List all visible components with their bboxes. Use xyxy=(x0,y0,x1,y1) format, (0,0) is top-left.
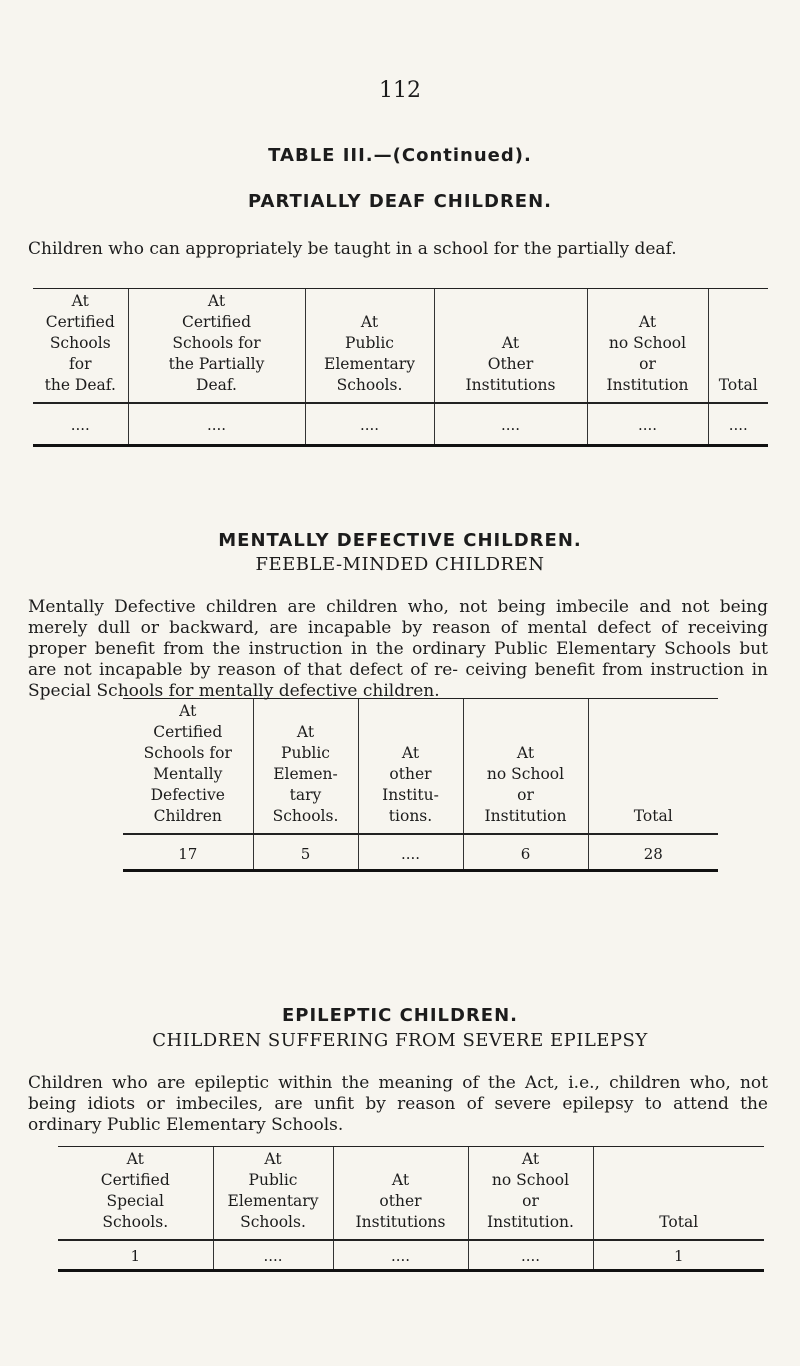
column-header-line: Deaf. xyxy=(196,376,237,394)
table-header-row xyxy=(33,289,768,404)
column-header-line: Public xyxy=(248,1171,298,1189)
column-header-line: no School xyxy=(608,334,687,352)
table-cell: .... xyxy=(33,403,128,446)
column-header-line: At xyxy=(501,334,520,352)
column-header-line: Schools. xyxy=(240,1213,306,1231)
column-header-line: Public xyxy=(345,334,394,352)
feeble-minded-subheading: FEEBLE-MINDED CHILDREN xyxy=(255,554,545,575)
column-header-line: Certified xyxy=(181,313,252,331)
column-header xyxy=(708,289,768,404)
column-header xyxy=(213,1147,333,1241)
column-header xyxy=(588,699,718,835)
column-header xyxy=(128,289,305,404)
column-header-line: Schools. xyxy=(102,1213,169,1231)
column-header-line: Certified xyxy=(153,723,223,741)
column-header-line: At xyxy=(264,1150,282,1168)
column-header-line: tary xyxy=(289,786,322,804)
mentally-defective-heading: MENTALLY DEFECTIVE CHILDREN. xyxy=(218,530,582,551)
table-cell: 1 xyxy=(58,1240,213,1271)
column-header xyxy=(333,1147,468,1241)
mentally-defective-description: Mentally Defective children are children who, not being imbecile and not being merely dull or backward, are incapable by reason of mental defect of receiving proper benefit from the instruction in the ordinary Public Elementary Schools but are not incapable by reason of that defect of re- ceiving benefit from instruction in Special Schools for mentally defective children. xyxy=(28,597,768,701)
epileptic-subheading: CHILDREN SUFFERING FROM SEVERE EPILEPSY xyxy=(152,1030,648,1051)
column-header-line: the Deaf. xyxy=(44,376,116,394)
column-header xyxy=(58,1147,213,1241)
column-header-line: Institu- xyxy=(382,786,439,804)
column-header-line: no School xyxy=(491,1171,570,1189)
table-cell: .... xyxy=(333,1240,468,1271)
column-header-line: Mentally xyxy=(153,765,223,783)
table-row xyxy=(123,834,718,871)
column-header-line: Institutions xyxy=(355,1213,446,1231)
column-header-line: Children xyxy=(153,807,222,825)
table-row xyxy=(58,1240,764,1271)
column-header xyxy=(33,289,128,404)
column-header-line: Special xyxy=(106,1192,165,1210)
column-header-line: Schools for xyxy=(172,334,261,352)
column-header-line: Elementary xyxy=(324,355,415,373)
table-cell: .... xyxy=(128,403,305,446)
table-header-row xyxy=(58,1147,764,1241)
table-cell: .... xyxy=(358,834,463,871)
column-header-line: Institution xyxy=(484,807,567,825)
column-header-line: At xyxy=(179,702,197,720)
column-header-line: tions. xyxy=(388,807,433,825)
epileptic-table xyxy=(58,1146,764,1272)
column-header-line: At xyxy=(360,313,379,331)
mentally-defective-table xyxy=(123,698,718,872)
column-header xyxy=(123,699,253,835)
column-header xyxy=(468,1147,593,1241)
table-cell: 1 xyxy=(593,1240,764,1271)
column-header-line: At xyxy=(207,292,226,310)
table-cell: .... xyxy=(468,1240,593,1271)
column-header-line: Total xyxy=(659,1213,699,1231)
column-header-line: At xyxy=(296,723,315,741)
table-title: TABLE III.—(Continued). xyxy=(268,145,532,166)
column-header xyxy=(253,699,358,835)
column-header-line: At xyxy=(126,1150,144,1168)
column-header-line: Institutions xyxy=(465,376,556,394)
column-header-line: Defective xyxy=(150,786,225,804)
table-cell: 5 xyxy=(253,834,358,871)
column-header-line: Schools for xyxy=(143,744,232,762)
table-cell: 17 xyxy=(123,834,253,871)
column-header xyxy=(463,699,588,835)
column-header-line: other xyxy=(389,765,432,783)
table-cell: 28 xyxy=(588,834,718,871)
column-header-line: Other xyxy=(487,355,534,373)
column-header-line: other xyxy=(379,1192,422,1210)
partially-deaf-description: Children who can appropriately be taught in a school for the partially deaf. xyxy=(28,239,677,259)
epileptic-description: Children who are epileptic within the meaning of the Act, i.e., children who, not being idiots or imbeciles, are unfit by reason of severe epilepsy to attend the ordinary Public Elementary Schools. xyxy=(28,1073,768,1135)
column-header-line: Certified xyxy=(45,313,115,331)
table-cell: .... xyxy=(587,403,708,446)
column-header-line: Schools. xyxy=(272,807,339,825)
column-header-line: Total xyxy=(633,807,673,825)
partially-deaf-heading: PARTIALLY DEAF CHILDREN. xyxy=(247,191,553,212)
column-header-line: no School xyxy=(486,765,565,783)
column-header-line: or xyxy=(517,786,534,804)
table-row xyxy=(33,403,768,446)
column-header xyxy=(434,289,587,404)
column-header-line: At xyxy=(638,313,657,331)
column-header-line: Institution xyxy=(606,376,689,394)
column-header xyxy=(358,699,463,835)
column-header-line: At xyxy=(71,292,89,310)
epileptic-heading: EPILEPTIC CHILDREN. xyxy=(281,1005,519,1026)
table-cell: .... xyxy=(708,403,768,446)
column-header xyxy=(587,289,708,404)
column-header-line: Elemen- xyxy=(273,765,338,783)
partially-deaf-table xyxy=(33,288,768,447)
column-header-line: or xyxy=(522,1192,539,1210)
column-header-line: At xyxy=(516,744,535,762)
column-header-line: Schools. xyxy=(336,376,403,394)
column-header-line: Certified xyxy=(100,1171,170,1189)
table-cell: .... xyxy=(213,1240,333,1271)
column-header-line: Total xyxy=(718,376,758,394)
column-header xyxy=(305,289,434,404)
table-header-row xyxy=(123,699,718,835)
column-header-line: Public xyxy=(281,744,330,762)
table-cell: .... xyxy=(434,403,587,446)
column-header-line: Elementary xyxy=(227,1192,319,1210)
column-header-line: or xyxy=(639,355,656,373)
column-header xyxy=(593,1147,764,1241)
column-header-line: Institution. xyxy=(487,1213,574,1231)
column-header-line: At xyxy=(521,1150,540,1168)
column-header-line: Schools for xyxy=(49,334,111,373)
column-header-line: the Partially xyxy=(168,355,265,373)
column-header-line: At xyxy=(391,1171,410,1189)
column-header-line: At xyxy=(401,744,420,762)
page-number: 112 xyxy=(379,78,421,103)
table-cell: .... xyxy=(305,403,434,446)
table-cell: 6 xyxy=(463,834,588,871)
